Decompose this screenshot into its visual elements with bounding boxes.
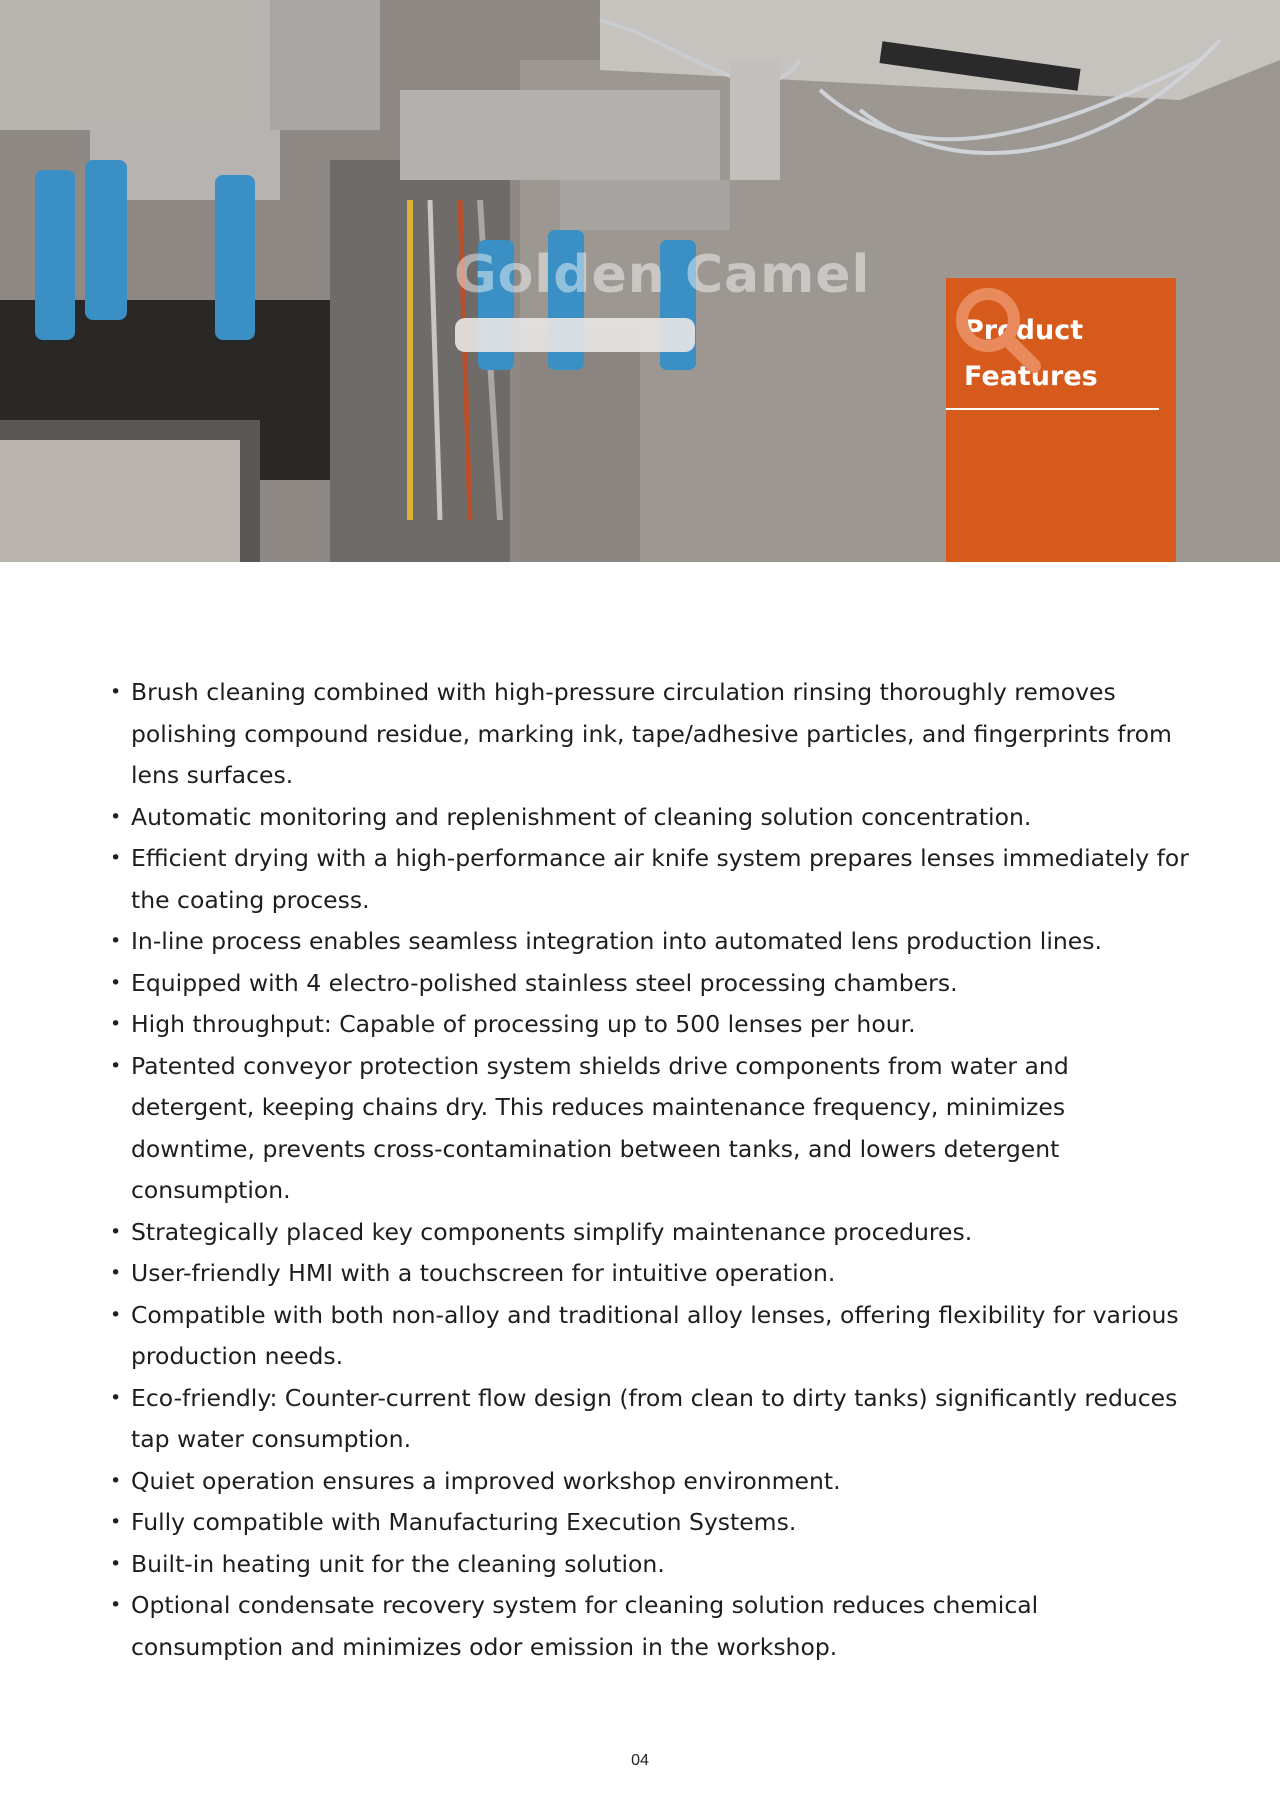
list-item: • Brush cleaning combined with high-pressure circulation rinsing thoroughly removes polishing compound residue, marking ink, tape/adhesive particles, and fingerprints from lens surfaces.: [110, 672, 1190, 797]
list-item: • In-line process enables seamless integration into automated lens production lines.: [110, 921, 1190, 963]
list-item: • Built-in heating unit for the cleaning solution.: [110, 1544, 1190, 1586]
list-item: • Strategically placed key components simplify maintenance procedures.: [110, 1212, 1190, 1254]
list-item: • Fully compatible with Manufacturing Execution Systems.: [110, 1502, 1190, 1544]
watermark-text: Golden Camel: [454, 245, 871, 305]
list-item: • User-friendly HMI with a touchscreen for intuitive operation.: [110, 1253, 1190, 1295]
list-item: • Equipped with 4 electro-polished stainless steel processing chambers.: [110, 963, 1190, 1005]
title-underline: [946, 408, 1159, 410]
page-number: 04: [631, 1752, 649, 1769]
list-item: • High throughput: Capable of processing up to 500 lenses per hour.: [110, 1004, 1190, 1046]
section-title-line1: Product: [964, 315, 1084, 346]
list-item: • Quiet operation ensures a improved workshop environment.: [110, 1461, 1190, 1503]
list-item: • Optional condensate recovery system for cleaning solution reduces chemical consumption and minimizes odor emission in the workshop.: [110, 1585, 1190, 1668]
list-item: • Eco-friendly: Counter-current flow design (from clean to dirty tanks) significantly reduces tap water consumption.: [110, 1378, 1190, 1461]
list-item: • Efficient drying with a high-performance air knife system prepares lenses immediately for the coating process.: [110, 838, 1190, 921]
section-title-line2: Features: [964, 361, 1098, 392]
product-features-box: [946, 278, 1176, 562]
feature-list: [110, 672, 1190, 1668]
search-icon: [946, 278, 1046, 378]
list-item: • Compatible with both non-alloy and traditional alloy lenses, offering flexibility for various production needs.: [110, 1295, 1190, 1378]
hero-photo: [0, 0, 1280, 562]
list-item: • Patented conveyor protection system shields drive components from water and detergent, keeping chains dry. This reduces maintenance frequency, minimizes downtime, prevents cross-contamination between tanks, and lowers detergent consumption.: [110, 1046, 1190, 1212]
list-item: • Automatic monitoring and replenishment of cleaning solution concentration.: [110, 797, 1190, 839]
